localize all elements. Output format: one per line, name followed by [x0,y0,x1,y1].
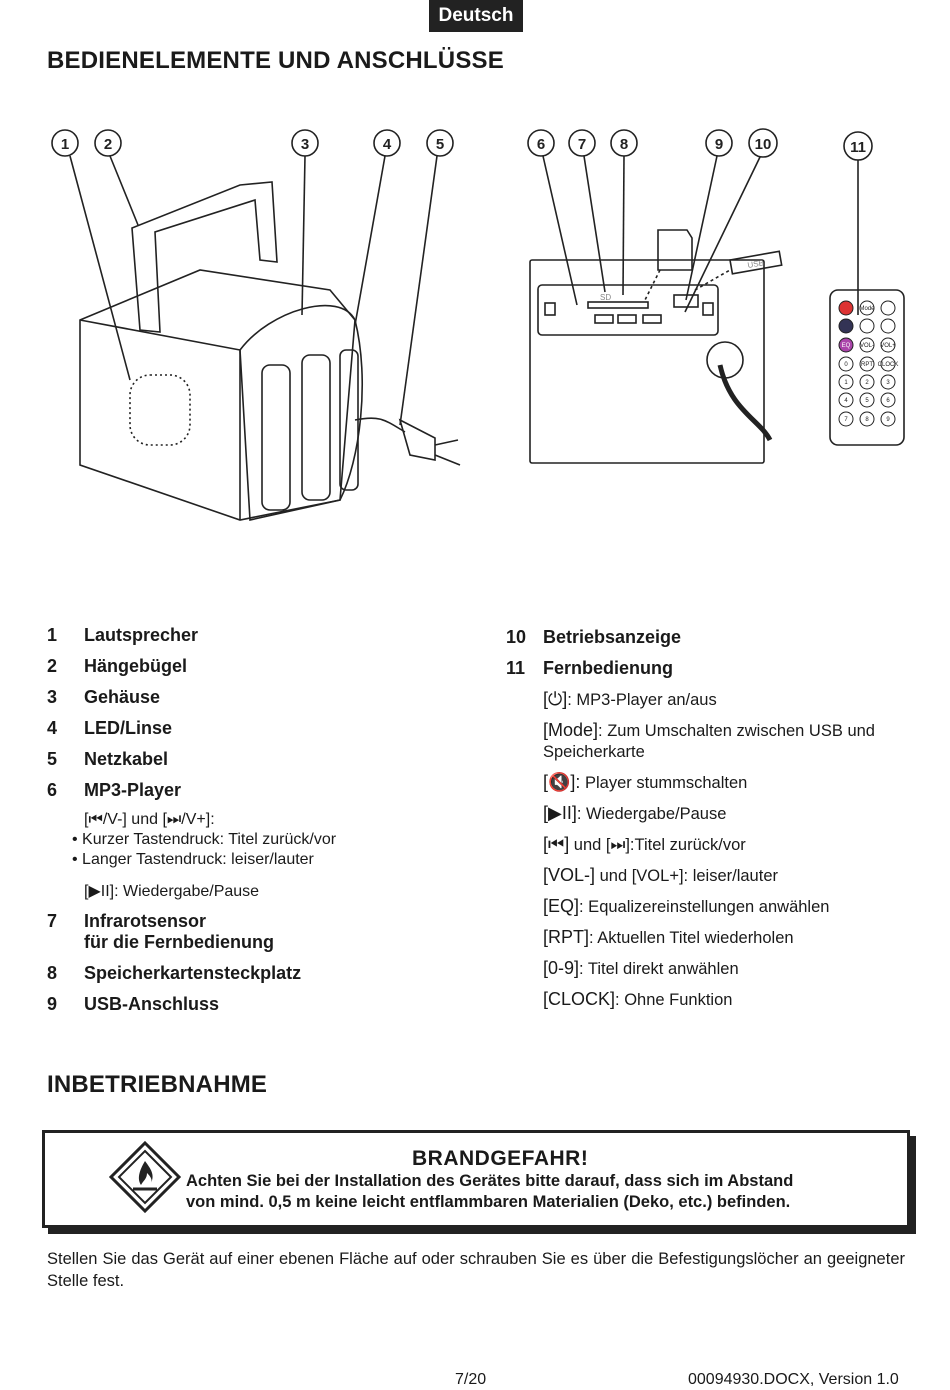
remote-desc: [Mode]: Zum Umschalten zwischen USB und Speicherkarte [543,720,875,761]
remote-key: 8 [865,417,869,423]
remote-desc: [CLOCK]: Ohne Funktion [543,989,733,1009]
callout-8: 8 [619,136,629,153]
legend-item: 5 Netzkabel [47,749,169,769]
callout-3: 3 [300,136,310,153]
legend-item-line2: für die Fernbedienung [84,932,275,952]
legend-item: 7 Infrarotsensor [47,911,207,931]
section-title-controls: BEDIENELEMENTE UND ANSCHLÜSSE [47,47,504,74]
remote-desc: [0-9]: Titel direkt anwählen [543,958,739,978]
legend-item: 8 Speicherkartensteckplatz [47,963,302,983]
legend-item: 11 Fernbedienung [506,658,673,678]
warning-title: BRANDGEFAHR! [412,1147,589,1170]
remote-key: 6 [886,398,890,404]
remote-key: VOL+ [880,343,896,349]
usb-label: USB [746,258,765,270]
callout-7: 7 [577,136,587,153]
callout-1: 1 [60,136,70,153]
remote-desc: [▶II]: Wiedergabe/Pause [543,803,727,823]
remote-key: VOL- [859,343,875,349]
remote-key: 7 [844,417,848,423]
legend-item: 2 Hängebügel [47,656,188,676]
callout-9: 9 [714,136,724,153]
remote-desc: [⏮] und [⏭]:Titel zurück/vor [543,834,746,854]
document-id: 00094930.DOCX, Version 1.0 [688,1371,899,1388]
callout-4: 4 [382,136,392,153]
remote-key: EQ [841,343,851,349]
legend-right [506,627,906,1020]
fire-warning-box [42,1130,910,1228]
callout-10: 10 [754,136,772,153]
mp3-play-line: [▶II]: Wiedergabe/Pause [84,883,260,900]
remote-key: 1 [844,380,848,386]
callout-11: 11 [850,139,866,156]
page-number: 7/20 [455,1371,487,1388]
callout-circles [52,129,872,160]
mp3-keys-line: [⏮/V-] und [⏭/V+]: [84,811,215,828]
legend-item: 3 Gehäuse [47,687,161,707]
legend-item: 10 Betriebsanzeige [506,627,682,647]
legend-item: 4 LED/Linse [47,718,173,738]
sd-label: SD [600,293,612,302]
remote-key: CLOCK [877,362,899,368]
remote-key: Mode [859,306,875,312]
remote-desc: [⏻]: MP3-Player an/aus [543,689,717,709]
remote-key: 5 [865,398,869,404]
callout-5: 5 [435,136,445,153]
remote-desc: [RPT]: Aktuellen Titel wiederholen [543,927,794,947]
legend-item: 9 USB-Anschluss [47,994,220,1014]
remote-key: 3 [886,380,890,386]
legend-item: 6 MP3-Player [47,780,182,800]
flame-warning-icon [109,1141,181,1213]
remote-desc: [VOL-] und [VOL+]: leiser/lauter [543,865,778,885]
device-diagram [40,120,920,540]
legend-left [47,625,467,1025]
section-title-setup: INBETRIEBNAHME [47,1071,268,1098]
mp3-bullet-short: • Kurzer Tastendruck: Titel zurück/vor [72,831,337,848]
legend-item: 1 Lautsprecher [47,625,199,645]
remote-key: 2 [865,380,869,386]
setup-paragraph: Stellen Sie das Gerät auf einer ebenen Fläche auf oder schrauben Sie es über die Befestigungslöcher an geeigneter Stelle fest. [47,1250,905,1290]
remote-desc: [EQ]: Equalizereinstellungen anwählen [543,896,830,916]
callout-2: 2 [103,136,113,153]
callout-6: 6 [536,136,546,153]
remote-key: 9 [886,417,890,423]
remote-key: 4 [844,398,848,404]
warning-text: Achten Sie bei der Installation des Gerätes bitte darauf, dass sich im Abstand von mind. 0,5 m keine leicht entflammbaren Materialien (Deko, etc.) befinden. [186,1172,794,1211]
remote-key: 0 [844,362,848,368]
remote-desc: [🔇]: Player stummschalten [543,772,748,792]
language-tag: Deutsch [429,0,523,32]
mp3-bullet-long: • Langer Tastendruck: leiser/lauter [72,851,314,868]
remote-key: RPT [861,362,873,368]
